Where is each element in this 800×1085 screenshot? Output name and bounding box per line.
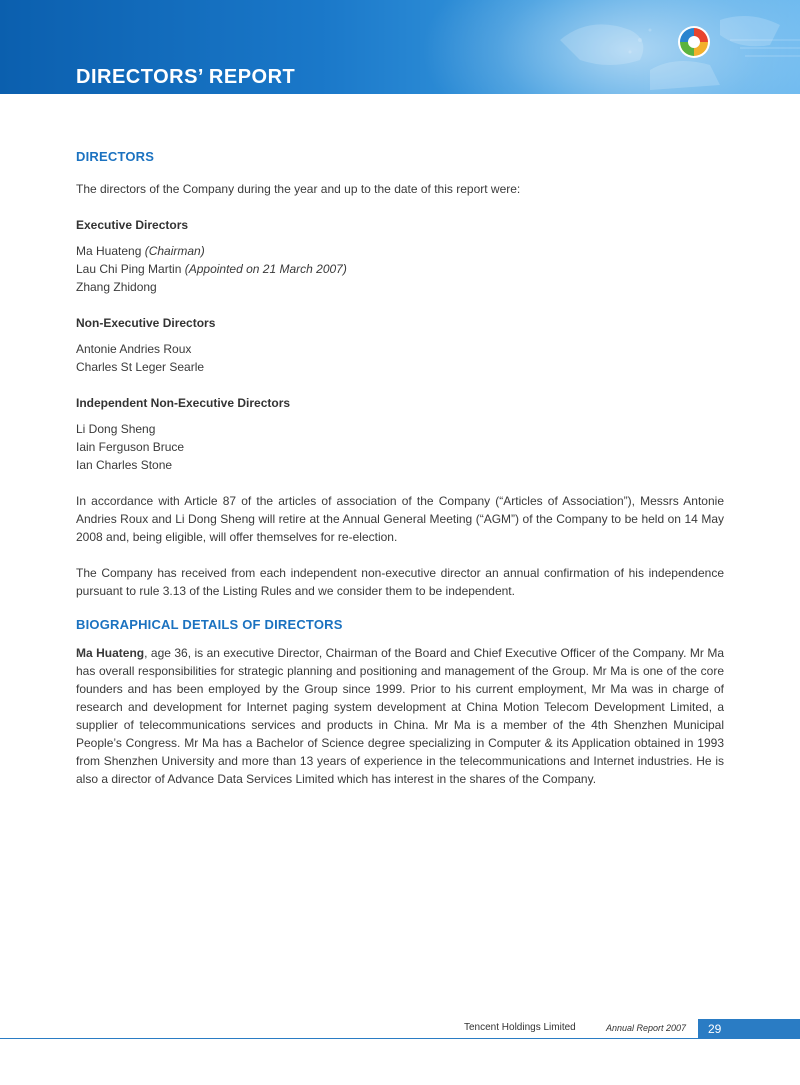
tencent-logo-icon: [676, 24, 712, 60]
non-executive-directors-heading: Non-Executive Directors: [76, 316, 216, 330]
director-note: (Chairman): [144, 244, 205, 258]
director-name: Lau Chi Ping Martin: [76, 262, 182, 276]
list-item: [76, 260, 724, 278]
biography-heading: BIOGRAPHICAL DETAILS OF DIRECTORS: [76, 617, 343, 632]
header-banner: [0, 0, 800, 94]
list-item: Iain Ferguson Bruce: [76, 440, 185, 454]
list-item: [76, 278, 724, 296]
independence-paragraph: The Company has received from each independent non-executive director an annual confirmation of his independence pursuant to rule 3.13 of the Listing Rules and we consider them to be independent.: [76, 566, 724, 598]
list-item: [76, 242, 724, 260]
independent-directors-heading: Independent Non-Executive Directors: [76, 396, 291, 410]
director-name: Ma Huateng: [76, 244, 142, 258]
directors-intro: The directors of the Company during the year and up to the date of this report were:: [76, 182, 521, 196]
retirement-paragraph: In accordance with Article 87 of the articles of association of the Company (“Articles of Association”), Messrs Antonie Andries Roux and Li Dong Sheng will retire at the Annual General Meeting (“AGM”) of the Company to be held on 14 May 2008 and, being eligible, will offer themselves for re-election.: [76, 494, 724, 544]
biography-paragraph: [76, 644, 724, 788]
biography-text: , age 36, is an executive Director, Chairman of the Board and Chief Executive Officer of the Company. Mr Ma has overall responsibilities for strategic planning and positioning and management of the Group. Mr Ma is one of the core founders and has been employed by the Group since 1999. Prior to his current employment, Mr Ma was in charge of research and development for Internet paging system development at China Motion Telecom Development Limited, a supplier of telecommunications services and products in China. Mr Ma is a member of the 4th Shenzhen Municipal People’s Congress. Mr Ma has a Bachelor of Science degree specializing in Computer & its Application obtained in 1993 from Shenzhen University and more than 13 years of experience in the telecommunications and Internet industries. He is also a director of Advance Data Services Limited which has interest in the shares of the Company.: [76, 646, 724, 786]
director-name: Zhang Zhidong: [76, 280, 157, 294]
list-item: Li Dong Sheng: [76, 422, 156, 436]
page-title: DIRECTORS’ REPORT: [76, 66, 296, 88]
biography-name: Ma Huateng: [76, 646, 145, 660]
executive-directors-heading: Executive Directors: [76, 218, 189, 232]
footer-divider: [0, 1038, 800, 1039]
main-content: [76, 148, 724, 788]
independent-directors-list: [76, 420, 724, 474]
non-executive-directors-list: [76, 340, 724, 376]
director-note: (Appointed on 21 March 2007): [184, 262, 347, 276]
executive-directors-list: [76, 242, 724, 296]
footer-company: Tencent Holdings Limited: [464, 1022, 576, 1033]
list-item: Charles St Leger Searle: [76, 360, 205, 374]
directors-heading: DIRECTORS: [76, 149, 155, 164]
list-item: Ian Charles Stone: [76, 458, 173, 472]
footer-report-title: Annual Report 2007: [606, 1023, 687, 1033]
page-number: 29: [698, 1019, 800, 1039]
list-item: Antonie Andries Roux: [76, 342, 192, 356]
